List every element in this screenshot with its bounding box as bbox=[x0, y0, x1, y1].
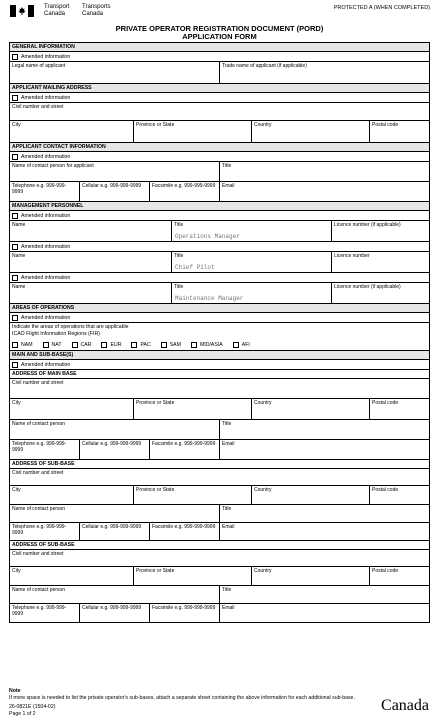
province-label: Province or State bbox=[136, 487, 175, 493]
title-label: Title bbox=[222, 587, 232, 593]
postal-code-field[interactable] bbox=[370, 486, 429, 504]
amended-label: Amended information bbox=[21, 243, 71, 250]
dept-en-line1: Transport bbox=[44, 4, 70, 10]
amended-label: Amended information bbox=[21, 361, 71, 368]
trade-name-field[interactable] bbox=[220, 62, 429, 83]
city-label: City bbox=[12, 122, 21, 128]
postal-code-field[interactable] bbox=[370, 121, 429, 142]
manager-name-field[interactable] bbox=[10, 252, 172, 272]
form-title-line1: PRIVATE OPERATOR REGISTRATION DOCUMENT (PORD) bbox=[115, 24, 324, 33]
manager-title-field[interactable] bbox=[172, 252, 332, 272]
department-name-en bbox=[44, 4, 69, 18]
name-label: Name bbox=[12, 222, 26, 228]
fir-option[interactable] bbox=[43, 342, 62, 348]
contact-name-field[interactable] bbox=[10, 420, 220, 439]
title-label: Title bbox=[222, 506, 232, 512]
licence-label: Licence number (if applicable) bbox=[334, 222, 401, 228]
protected-label: PROTECTED A (WHEN COMPLETED) bbox=[333, 5, 430, 11]
section-mailing-address: APPLICANT MAILING ADDRESS bbox=[10, 84, 429, 93]
application-form bbox=[9, 42, 430, 623]
amended-label: Amended information bbox=[21, 314, 71, 321]
province-field[interactable] bbox=[134, 486, 252, 504]
fir-option[interactable] bbox=[191, 342, 223, 348]
contact-title-field[interactable] bbox=[220, 586, 429, 603]
cellular-field[interactable] bbox=[80, 440, 150, 459]
amended-label: Amended information bbox=[21, 53, 71, 60]
facsimile-label: Facsimile e.g. 999-999-9999 bbox=[152, 605, 216, 611]
fir-label-text: NAM bbox=[21, 341, 33, 348]
contact-name-field[interactable] bbox=[10, 586, 220, 603]
facsimile-label: Facsimile e.g. 999-999-9999 bbox=[152, 441, 216, 447]
province-label: Province or State bbox=[136, 122, 175, 128]
manager-name-field[interactable] bbox=[10, 283, 172, 303]
section-bases: MAIN AND SUB-BASE(S) bbox=[10, 351, 429, 360]
province-label: Province or State bbox=[136, 400, 175, 406]
amended-checkbox[interactable] bbox=[12, 315, 18, 321]
form-title bbox=[0, 25, 439, 41]
amended-checkbox[interactable] bbox=[12, 154, 18, 160]
city-label: City bbox=[12, 400, 21, 406]
contact-title-field[interactable] bbox=[220, 420, 429, 439]
sub-base-heading: ADDRESS OF SUB-BASE bbox=[10, 460, 429, 469]
amended-label: Amended information bbox=[21, 212, 71, 219]
postal-label: Postal code bbox=[372, 122, 399, 128]
fir-option[interactable] bbox=[101, 342, 121, 348]
amended-general bbox=[10, 52, 429, 62]
amended-contact bbox=[10, 152, 429, 162]
facsimile-label: Facsimile e.g. 999-999-9999 bbox=[152, 524, 216, 530]
licence-field[interactable] bbox=[332, 283, 429, 303]
city-label: City bbox=[12, 487, 21, 493]
title-label: Title bbox=[174, 253, 184, 259]
cellular-label: Cellular e.g. 999-999-9999 bbox=[82, 524, 142, 530]
civic-address-field[interactable] bbox=[10, 469, 429, 485]
cellular-label: Cellular e.g. 999-999-9999 bbox=[82, 605, 142, 611]
amended-checkbox[interactable] bbox=[12, 95, 18, 101]
postal-label: Postal code bbox=[372, 400, 399, 406]
amended-mgmt-1 bbox=[10, 211, 429, 221]
fir-checkbox[interactable] bbox=[191, 342, 197, 348]
manager-title-field[interactable] bbox=[172, 221, 332, 241]
contact-title-field[interactable] bbox=[220, 505, 429, 522]
facsimile-field[interactable] bbox=[150, 604, 220, 622]
fir-checkbox[interactable] bbox=[101, 342, 107, 348]
canada-flag-icon bbox=[10, 5, 34, 17]
facsimile-field[interactable] bbox=[150, 523, 220, 540]
telephone-label: Telephone e.g. 999-999-9999 bbox=[12, 605, 67, 617]
fir-checkbox[interactable] bbox=[161, 342, 167, 348]
name-label: Name bbox=[12, 284, 26, 290]
name-label: Name bbox=[12, 253, 26, 259]
amended-label: Amended information bbox=[21, 94, 71, 101]
email-field[interactable] bbox=[220, 523, 429, 540]
manager-title-value: Maintenance Manager bbox=[175, 295, 244, 302]
manager-title-value: Chief Pilot bbox=[175, 264, 215, 271]
city-field[interactable] bbox=[10, 486, 134, 504]
telephone-label: Telephone e.g. 999-999-9999 bbox=[12, 524, 67, 536]
contact-name-label: Name of contact person bbox=[12, 421, 66, 427]
province-field[interactable] bbox=[134, 399, 252, 419]
areas-instructions bbox=[10, 323, 429, 339]
form-number: 26-0821E (1504-02) bbox=[9, 704, 56, 710]
civic-label: Civil number and street bbox=[12, 380, 64, 386]
manager-name-field[interactable] bbox=[10, 221, 172, 241]
amended-checkbox[interactable] bbox=[12, 362, 18, 368]
dept-fr-line2: Canada bbox=[82, 11, 104, 17]
section-contact-information: APPLICANT CONTACT INFORMATION bbox=[10, 143, 429, 152]
country-field[interactable] bbox=[252, 121, 370, 142]
city-label: City bbox=[12, 568, 21, 574]
amended-mailing bbox=[10, 93, 429, 103]
cellular-label: Cellular e.g. 999-999-9999 bbox=[82, 441, 142, 447]
amended-areas bbox=[10, 313, 429, 323]
civic-address-field[interactable] bbox=[10, 550, 429, 566]
email-field[interactable] bbox=[220, 440, 429, 459]
licence-field[interactable] bbox=[332, 221, 429, 241]
civic-address-field[interactable] bbox=[10, 379, 429, 398]
country-label: Country bbox=[254, 487, 272, 493]
licence-label: Licence number (if applicable) bbox=[334, 284, 401, 290]
telephone-field[interactable] bbox=[10, 182, 80, 201]
amended-checkbox[interactable] bbox=[12, 275, 18, 281]
country-field[interactable] bbox=[252, 486, 370, 504]
page-number: Page 1 of 2 bbox=[9, 711, 36, 717]
amended-label: Amended information bbox=[21, 153, 71, 160]
country-label: Country bbox=[254, 122, 272, 128]
facsimile-field[interactable] bbox=[150, 440, 220, 459]
province-field[interactable] bbox=[134, 567, 252, 585]
fir-label-text: CAR bbox=[80, 341, 92, 348]
amended-bases bbox=[10, 360, 429, 370]
country-label: Country bbox=[254, 568, 272, 574]
city-field[interactable] bbox=[10, 399, 134, 419]
cellular-label: Cellular e.g. 999-999-9999 bbox=[82, 183, 142, 189]
page-header bbox=[0, 0, 439, 46]
fir-option[interactable] bbox=[233, 342, 250, 348]
contact-name-field[interactable] bbox=[10, 505, 220, 522]
cellular-field[interactable] bbox=[80, 523, 150, 540]
city-field[interactable] bbox=[10, 567, 134, 585]
fir-options bbox=[10, 339, 429, 351]
country-field[interactable] bbox=[252, 399, 370, 419]
civic-address-field[interactable] bbox=[10, 103, 429, 120]
fir-option[interactable] bbox=[72, 342, 92, 348]
manager-title-value: Operations Manager bbox=[175, 233, 240, 240]
contact-name-label: Name of contact person bbox=[12, 506, 66, 512]
amended-mgmt-2 bbox=[10, 242, 429, 252]
canada-wordmark: Canada bbox=[381, 697, 429, 714]
postal-label: Postal code bbox=[372, 568, 399, 574]
telephone-field[interactable] bbox=[10, 604, 80, 622]
fir-label-text: MID/ASIA bbox=[199, 341, 223, 348]
title-label: Title bbox=[174, 284, 184, 290]
email-field[interactable] bbox=[220, 182, 429, 201]
main-base-heading: ADDRESS OF MAIN BASE bbox=[10, 370, 429, 379]
amended-checkbox[interactable] bbox=[12, 213, 18, 219]
cellular-field[interactable] bbox=[80, 604, 150, 622]
title-label: Title bbox=[222, 421, 232, 427]
amended-checkbox[interactable] bbox=[12, 244, 18, 250]
email-field[interactable] bbox=[220, 604, 429, 622]
licence-label: Licence number bbox=[334, 253, 370, 259]
fir-checkbox[interactable] bbox=[12, 342, 18, 348]
fir-option[interactable] bbox=[12, 342, 33, 348]
note-text: If more space is needed to list the private operator's sub-bases, attach a separate sheet containing the above information for each additional sub-base. bbox=[9, 695, 355, 701]
fir-label-text: PAC bbox=[140, 341, 151, 348]
contact-name-label: Name of contact person for applicant bbox=[12, 163, 94, 169]
country-label: Country bbox=[254, 400, 272, 406]
dept-en-line2: Canada bbox=[44, 11, 66, 17]
fir-option[interactable] bbox=[161, 342, 181, 348]
amended-label: Amended information bbox=[21, 274, 71, 281]
fir-checkbox[interactable] bbox=[233, 342, 239, 348]
email-label: Email bbox=[222, 441, 235, 447]
note-label: Note bbox=[9, 688, 21, 694]
trade-name-label: Trade name of applicant (if applicable) bbox=[222, 63, 307, 69]
title-label: Title bbox=[222, 163, 232, 169]
section-management-personnel: MANAGEMENT PERSONNEL bbox=[10, 202, 429, 211]
section-areas-of-operations: AREAS OF OPERATIONS bbox=[10, 304, 429, 313]
fir-label-text: SAM bbox=[169, 341, 181, 348]
civic-label: Civil number and street bbox=[12, 470, 64, 476]
department-name-fr bbox=[82, 4, 110, 18]
legal-name-label: Legal name of applicant bbox=[12, 63, 66, 69]
city-field[interactable] bbox=[10, 121, 134, 142]
section-general-information: GENERAL INFORMATION bbox=[10, 43, 429, 52]
sub-base-heading: ADDRESS OF SUB-BASE bbox=[10, 541, 429, 550]
facsimile-field[interactable] bbox=[150, 182, 220, 201]
civic-label: Civil number and street bbox=[12, 551, 64, 557]
telephone-field[interactable] bbox=[10, 440, 80, 459]
form-identifier bbox=[9, 704, 55, 718]
telephone-label: Telephone e.g. 999-999-9999 bbox=[12, 183, 67, 195]
fir-label-text: AFI bbox=[241, 341, 250, 348]
cellular-field[interactable] bbox=[80, 182, 150, 201]
civic-label: Civil number and street bbox=[12, 104, 64, 110]
fir-checkbox[interactable] bbox=[43, 342, 49, 348]
contact-name-field[interactable] bbox=[10, 162, 220, 181]
title-label: Title bbox=[174, 222, 184, 228]
licence-field[interactable] bbox=[332, 252, 429, 272]
email-label: Email bbox=[222, 605, 235, 611]
dept-fr-line1: Transports bbox=[82, 4, 111, 10]
amended-mgmt-3 bbox=[10, 273, 429, 283]
amended-checkbox[interactable] bbox=[12, 54, 18, 60]
manager-title-field[interactable] bbox=[172, 283, 332, 303]
fir-checkbox[interactable] bbox=[131, 342, 137, 348]
areas-indicate-label: Indicate the areas of operations that are applicable bbox=[12, 324, 129, 330]
postal-code-field[interactable] bbox=[370, 399, 429, 419]
fir-checkbox[interactable] bbox=[72, 342, 78, 348]
form-title-line2: APPLICATION FORM bbox=[182, 32, 257, 41]
postal-label: Postal code bbox=[372, 487, 399, 493]
telephone-label: Telephone e.g. 999-999-9999 bbox=[12, 441, 67, 453]
footnote bbox=[9, 688, 430, 702]
email-label: Email bbox=[222, 524, 235, 530]
legal-name-field[interactable] bbox=[10, 62, 220, 83]
postal-code-field[interactable] bbox=[370, 567, 429, 585]
fir-option[interactable] bbox=[131, 342, 150, 348]
telephone-field[interactable] bbox=[10, 523, 80, 540]
contact-name-label: Name of contact person bbox=[12, 587, 66, 593]
facsimile-label: Facsimile e.g. 999-999-9999 bbox=[152, 183, 216, 189]
country-field[interactable] bbox=[252, 567, 370, 585]
fir-label: ICAO Flight Information Regions (FIR) bbox=[12, 331, 100, 337]
fir-label-text: NAT bbox=[51, 341, 62, 348]
fir-label-text: EUR bbox=[110, 341, 122, 348]
province-label: Province or State bbox=[136, 568, 175, 574]
contact-title-field[interactable] bbox=[220, 162, 429, 181]
province-field[interactable] bbox=[134, 121, 252, 142]
email-label: Email bbox=[222, 183, 235, 189]
